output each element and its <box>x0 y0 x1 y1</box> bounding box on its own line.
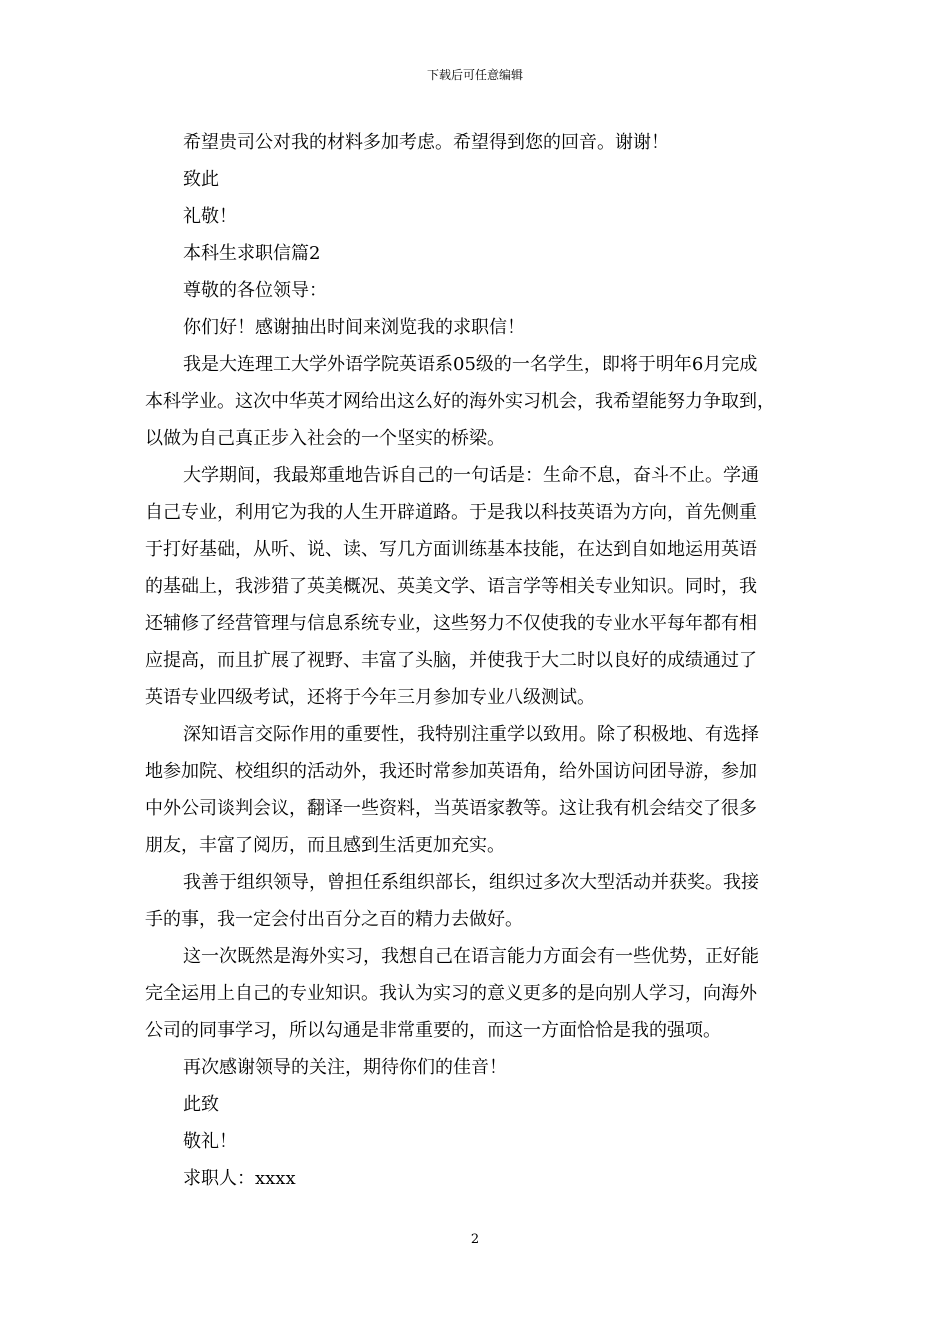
paragraph-line: 深知语言交际作用的重要性，我特别注重学以致用。除了积极地、有选择 <box>183 724 759 745</box>
paragraph-line: 中外公司谈判会议，翻译一些资料，当英语家教等。这让我有机会结交了很多 <box>145 798 757 819</box>
paragraph-line: 朋友，丰富了阅历，而且感到生活更加充实。 <box>145 835 505 856</box>
paragraph-line: 的基础上，我涉猎了英美概况、英美文学、语言学等相关专业知识。同时，我 <box>145 576 757 597</box>
closing-line: 敬礼！ <box>183 1131 237 1152</box>
paragraph-line: 大学期间，我最郑重地告诉自己的一句话是：生命不息，奋斗不止。学通 <box>183 465 759 486</box>
section-title: 本科生求职信篇2 <box>183 243 321 264</box>
salutation: 尊敬的各位领导： <box>183 280 327 301</box>
closing-line: 此致 <box>183 1094 219 1115</box>
paragraph-line: 公司的同事学习，所以勾通是非常重要的，而这一方面恰恰是我的强项。 <box>145 1020 721 1041</box>
page-header: 下载后可任意编辑 <box>426 68 523 82</box>
page-number: 2 <box>470 1232 480 1247</box>
document-body <box>145 124 811 1197</box>
paragraph-line: 我是大连理工大学外语学院英语系05级的一名学生，即将于明年6月完成 <box>183 354 758 375</box>
paragraph-line: 还辅修了经营管理与信息系统专业，这些努力不仅使我的专业水平每年都有相 <box>145 613 757 634</box>
text-line: 礼敬！ <box>183 206 237 227</box>
paragraph-line: 完全运用上自己的专业知识。我认为实习的意义更多的是向别人学习，向海外 <box>145 983 757 1004</box>
paragraph-line: 于打好基础，从听、说、读、写几方面训练基本技能，在达到自如地运用英语 <box>145 539 757 560</box>
paragraph-line: 应提高，而且扩展了视野、丰富了头脑，并使我于大二时以良好的成绩通过了 <box>145 650 757 671</box>
paragraph-line: 地参加院、校组织的活动外，我还时常参加英语角，给外国访问团导游，参加 <box>145 761 757 782</box>
paragraph-line: 本科学业。这次中华英才网给出这么好的海外实习机会，我希望能努力争取到， <box>145 391 775 412</box>
closing-line: 再次感谢领导的关注，期待你们的佳音！ <box>183 1057 507 1078</box>
paragraph-line: 手的事，我一定会付出百分之百的精力去做好。 <box>145 909 523 930</box>
text-line: 希望贵司公对我的材料多加考虑。希望得到您的回音。谢谢！ <box>183 132 669 153</box>
paragraph-line: 这一次既然是海外实习，我想自己在语言能力方面会有一些优势，正好能 <box>183 946 759 967</box>
paragraph-line: 以做为自己真正步入社会的一个坚实的桥梁。 <box>145 428 505 449</box>
paragraph-line: 英语专业四级考试，还将于今年三月参加专业八级测试。 <box>145 687 595 708</box>
signature-line: 求职人：xxxx <box>183 1168 296 1189</box>
greeting: 你们好！感谢抽出时间来浏览我的求职信！ <box>183 317 525 338</box>
text-line: 致此 <box>183 169 219 190</box>
paragraph-line: 我善于组织领导，曾担任系组织部长，组织过多次大型活动并获奖。我接 <box>183 872 759 893</box>
paragraph-line: 自己专业，利用它为我的人生开辟道路。于是我以科技英语为方向，首先侧重 <box>145 502 757 523</box>
